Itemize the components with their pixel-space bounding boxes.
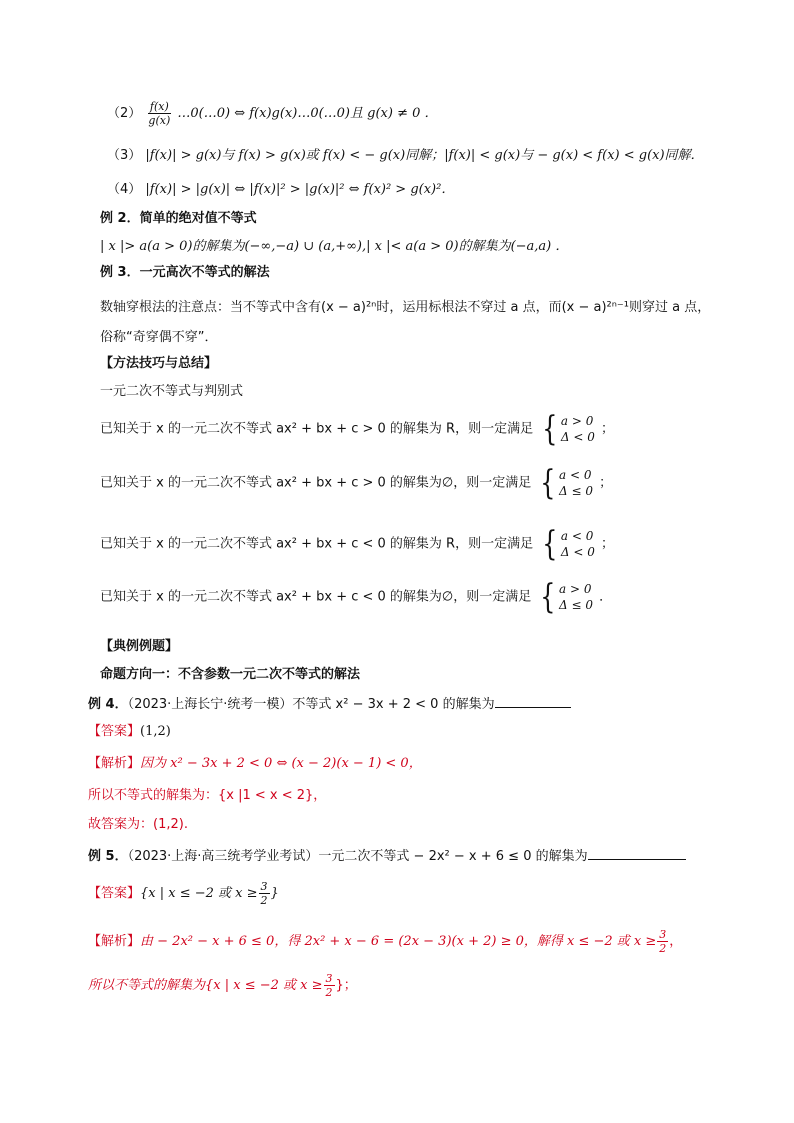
fraction-numerator: 3 bbox=[325, 972, 333, 985]
example-2-title: 例 2．简单的绝对值不等式 bbox=[100, 211, 257, 226]
case-3-end: ； bbox=[601, 536, 615, 552]
example-2-body: | x |> a(a > 0)的解集为(−∞,−a) ∪ (a,+∞),| x |< a(a > 0)的解集为(−a,a) ． bbox=[100, 239, 569, 254]
answer-blank bbox=[495, 693, 571, 708]
item-3 bbox=[107, 146, 704, 166]
case-4 bbox=[100, 577, 613, 617]
example-5-label: 例 5． bbox=[88, 849, 128, 864]
fraction-three-halves bbox=[657, 928, 668, 955]
item-3-text: |f(x)| > g(x)与 f(x) > g(x)或 f(x) < − g(x)同解；|f(x)| < g(x)与 − g(x) < f(x) < g(x)同解． bbox=[145, 148, 704, 163]
example-4-text: （2023·上海长宁·统考一模）不等式 x² − 3x + 2 < 0 的解集为 bbox=[127, 697, 495, 712]
brace-icon: { bbox=[540, 577, 556, 617]
case-1-end: ； bbox=[601, 421, 615, 437]
example-3-body-1: 数轴穿根法的注意点：当不等式中含有(x − a)²ⁿ时，运用标根法不穿过 a 点，而(x − a)²ⁿ⁻¹则穿过 a 点， bbox=[100, 300, 711, 315]
fraction-three-halves bbox=[324, 972, 335, 999]
method-subtitle: 一元二次不等式与判别式 bbox=[100, 384, 244, 399]
solution-2-end: }； bbox=[335, 978, 357, 993]
case-4-end: ． bbox=[599, 589, 613, 605]
solution-text: 由 − 2x² − x + 6 ≤ 0，得 2x² + x − 6 = (2x − 3)(x + 2) ≥ 0，解得 x ≤ −2 或 x ≥ bbox=[140, 934, 657, 949]
answer-tag: 【答案】 bbox=[88, 886, 141, 901]
item-4-label: （4） bbox=[107, 182, 142, 197]
answer-value: {x | x ≤ −2 或 x ≥ bbox=[140, 886, 258, 901]
example-3-body-2: 俗称“奇穿偶不穿”． bbox=[100, 330, 218, 345]
fraction-three-halves bbox=[259, 880, 270, 907]
example-4-answer bbox=[88, 722, 171, 742]
item-3-label: （3） bbox=[107, 148, 142, 163]
fraction-numerator: f(x) bbox=[149, 100, 169, 113]
brace-icon: { bbox=[540, 463, 556, 503]
answer-value: (1,2) bbox=[140, 724, 171, 739]
brace-icon: { bbox=[542, 524, 558, 564]
example-5-question bbox=[88, 845, 686, 867]
case-1-text: 已知关于 x 的一元二次不等式 ax² + bx + c > 0 的解集为 R，则一定满足 bbox=[100, 421, 534, 437]
fraction-numerator: 3 bbox=[659, 928, 667, 941]
example-5-solution-2 bbox=[88, 972, 357, 999]
item-4 bbox=[107, 180, 454, 200]
answer-tag: 【答案】 bbox=[88, 724, 141, 739]
item-2-label: （2） bbox=[107, 106, 142, 121]
case-4-cond-2: Δ ≤ 0 bbox=[559, 598, 594, 612]
case-3-cond-1: a < 0 bbox=[560, 529, 594, 543]
answer-blank bbox=[588, 845, 686, 860]
case-1-cond-1: a > 0 bbox=[560, 414, 594, 428]
case-2-end: ； bbox=[599, 475, 613, 491]
fraction-denominator: 2 bbox=[260, 894, 268, 907]
answer-close: } bbox=[270, 886, 279, 901]
fraction-denominator: 2 bbox=[325, 986, 333, 999]
method-title: 【方法技巧与总结】 bbox=[100, 356, 218, 371]
solution-text: 因为 x² − 3x + 2 < 0 ⇔ (x − 2)(x − 1) < 0， bbox=[140, 756, 422, 771]
typical-title: 【典例例题】 bbox=[100, 639, 179, 654]
example-4-question bbox=[88, 693, 571, 715]
item-2 bbox=[107, 100, 438, 127]
solution-end: ， bbox=[669, 934, 683, 949]
case-3-text: 已知关于 x 的一元二次不等式 ax² + bx + c < 0 的解集为 R，则一定满足 bbox=[100, 536, 534, 552]
item-2-text: …0(…0) ⇔ f(x)g(x)…0(…0)且 g(x) ≠ 0 ． bbox=[177, 106, 438, 121]
example-3-title: 例 3．一元高次不等式的解法 bbox=[100, 265, 270, 280]
case-3 bbox=[100, 524, 615, 564]
case-1 bbox=[100, 409, 615, 449]
item-4-text: |f(x)| > |g(x)| ⇔ |f(x)|² > |g(x)|² ⇔ f(x)² > g(x)²． bbox=[145, 182, 455, 197]
solution-2-text: 所以不等式的解集为{x | x ≤ −2 或 x ≥ bbox=[88, 978, 323, 993]
case-2-system bbox=[537, 463, 594, 503]
solution-tag: 【解析】 bbox=[88, 756, 141, 771]
case-3-cond-2: Δ < 0 bbox=[560, 545, 595, 559]
fraction-denominator: g(x) bbox=[148, 114, 171, 127]
case-3-system bbox=[539, 524, 595, 564]
case-4-system bbox=[537, 577, 594, 617]
example-4-solution-3: 故答案为：(1,2). bbox=[88, 817, 188, 832]
case-4-cond-1: a > 0 bbox=[559, 582, 592, 596]
brace-icon: { bbox=[542, 409, 558, 449]
case-2 bbox=[100, 463, 613, 503]
solution-tag: 【解析】 bbox=[88, 934, 141, 949]
example-4-solution-2: 所以不等式的解集为：{x |1 < x < 2}， bbox=[88, 788, 327, 803]
case-1-cond-2: Δ < 0 bbox=[560, 430, 595, 444]
case-1-system bbox=[539, 409, 595, 449]
example-4-solution bbox=[88, 754, 422, 774]
example-5-answer bbox=[88, 880, 279, 907]
example-5-solution bbox=[88, 928, 682, 955]
case-2-cond-2: Δ ≤ 0 bbox=[559, 484, 594, 498]
case-4-text: 已知关于 x 的一元二次不等式 ax² + bx + c < 0 的解集为∅，则一定满足 bbox=[100, 589, 532, 605]
fraction-denominator: 2 bbox=[659, 942, 667, 955]
fraction-numerator: 3 bbox=[260, 880, 268, 893]
example-4-label: 例 4． bbox=[88, 697, 128, 712]
direction-title: 命题方向一：不含参数一元二次不等式的解法 bbox=[100, 667, 361, 682]
case-2-text: 已知关于 x 的一元二次不等式 ax² + bx + c > 0 的解集为∅，则一定满足 bbox=[100, 475, 532, 491]
example-5-text: （2023·上海·高三统考学业考试）一元二次不等式 − 2x² − x + 6 ≤ 0 的解集为 bbox=[127, 849, 588, 864]
fraction-f-over-g bbox=[146, 100, 172, 127]
case-2-cond-1: a < 0 bbox=[559, 468, 592, 482]
